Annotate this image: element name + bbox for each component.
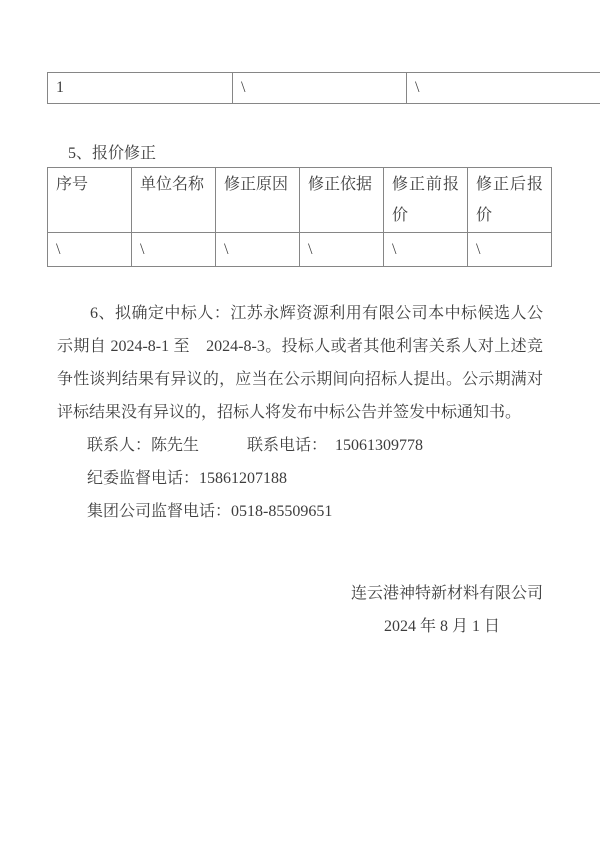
cell-correction-reason: \ [216,233,300,267]
cell-quote-before: \ [384,233,468,267]
top-table-cell-3: \ [407,73,600,104]
header-quote-before: 修正前报价 [384,168,468,233]
discipline-phone-line: 纪委监督电话：15861207188 [87,470,288,487]
section6-block [57,297,543,528]
header-correction-reason: 修正原因 [216,168,300,233]
group-phone-line: 集团公司监督电话：0518-85509651 [87,503,333,520]
header-unit-name: 单位名称 [132,168,216,233]
top-table-cell-1: 1 [48,73,233,104]
header-serial-number: 序号 [48,168,132,233]
section5-heading: 5、报价修正 [68,145,157,162]
price-correction-table [47,167,552,267]
top-table [47,72,600,104]
cell-serial-number: \ [48,233,132,267]
signature-block [57,577,543,643]
top-table-cell-2: \ [233,73,407,104]
header-quote-after: 修正后报价 [468,168,552,233]
table-header-row [48,168,552,233]
signature-date: 2024 年 8 月 1 日 [383,618,500,635]
contact-person-line: 联系人：陈先生 联系电话： 15061309778 [87,437,424,454]
section6-paragraph: 6、拟确定中标人：江苏永辉资源利用有限公司本中标候选人公示期自 2024-8-1 至 2024-8-3。投标人或者其他利害关系人对上述竞争性谈判结果有异议的，应当在公示期间向招标人提出。公示期满对评标结果没有异议的，招标人将发布中标公告并签发中标通知书。 [57,305,543,421]
header-correction-basis: 修正依据 [300,168,384,233]
company-name: 连云港神特新材料有限公司 [350,585,543,602]
cell-correction-basis: \ [300,233,384,267]
table-row [48,73,600,104]
cell-unit-name: \ [132,233,216,267]
cell-quote-after: \ [468,233,552,267]
table-row [48,233,552,267]
